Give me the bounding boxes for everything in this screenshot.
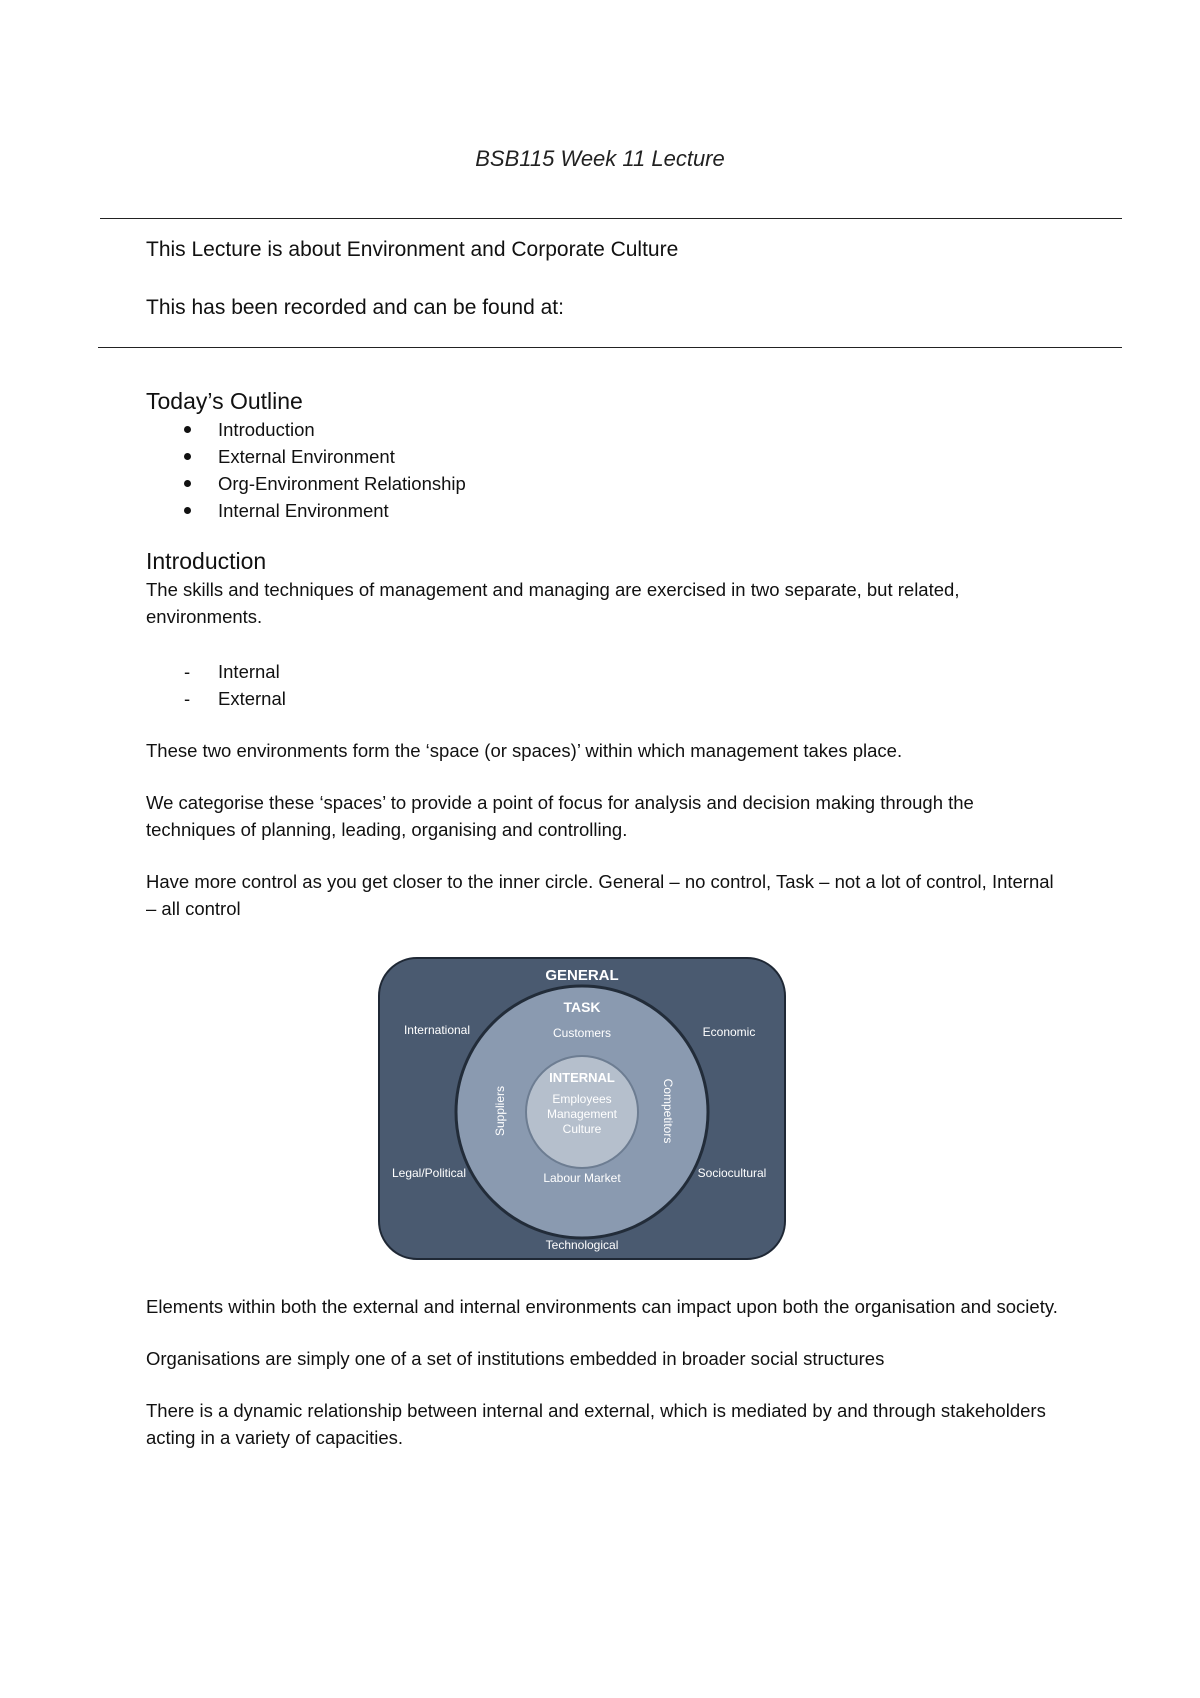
recording-note: This has been recorded and can be found at: (146, 296, 564, 319)
general-item-legal-political: Legal/Political (391, 1166, 467, 1180)
top-divider (100, 218, 1122, 219)
closing-content (146, 1293, 1066, 1451)
outline-item: Internal Environment (146, 497, 1066, 524)
intro-paragraph-1: The skills and techniques of management and managing are exercised in two separate, but related, environments. (146, 579, 960, 627)
general-item-sociocultural: Sociocultural (697, 1166, 767, 1180)
intro-paragraph-2: These two environments form the ‘space (or spaces)’ within which management takes place. (146, 740, 903, 761)
task-item-labour-market: Labour Market (543, 1171, 621, 1185)
task-item-competitors: Competitors (661, 1078, 675, 1144)
outline-heading: Today’s Outline (146, 388, 303, 414)
environment-item: - Internal (146, 658, 1066, 685)
general-label: GENERAL (545, 967, 619, 984)
intro-paragraph-4: Have more control as you get closer to the inner circle. General – no control, Task – not a lot of control, Internal – all control (146, 871, 1054, 919)
environment-item: - External (146, 685, 1066, 712)
general-item-international: International (403, 1023, 471, 1037)
internal-label: INTERNAL (549, 1070, 615, 1085)
task-item-customers: Customers (552, 1026, 612, 1040)
internal-item-culture: Culture (562, 1122, 602, 1136)
lecture-topic: This Lecture is about Environment and Corporate Culture (146, 238, 679, 261)
internal-item-management: Management (546, 1107, 618, 1121)
general-item-technological: Technological (545, 1238, 619, 1252)
bottom-divider (98, 347, 1122, 348)
introduction-heading: Introduction (146, 548, 267, 574)
intro-paragraph-3: We categorise these ‘spaces’ to provide a point of focus for analysis and decision making through the techniques of planning, leading, organising and controlling. (146, 792, 974, 840)
outline-item: Org-Environment Relationship (146, 470, 1066, 497)
outline-list (146, 416, 1066, 524)
environment-diagram-svg (377, 956, 787, 1261)
task-item-suppliers: Suppliers (493, 1085, 507, 1137)
outline-item: External Environment (146, 443, 1066, 470)
closing-paragraph-1: Elements within both the external and internal environments can impact upon both the organisation and society. (146, 1296, 1058, 1317)
closing-paragraph-2: Organisations are simply one of a set of institutions embedded in broader social structures (146, 1348, 885, 1369)
main-content (146, 386, 1066, 922)
general-item-economic: Economic (702, 1025, 756, 1039)
internal-item-employees: Employees (552, 1092, 612, 1106)
outline-item: Introduction (146, 416, 1066, 443)
page-title: BSB115 Week 11 Lecture (475, 146, 725, 171)
environment-list (146, 658, 1066, 712)
task-label: TASK (563, 999, 601, 1015)
environment-diagram (377, 956, 787, 1261)
closing-paragraph-3: There is a dynamic relationship between internal and external, which is mediated by and through stakeholders acting in a variety of capacities. (146, 1400, 1046, 1448)
